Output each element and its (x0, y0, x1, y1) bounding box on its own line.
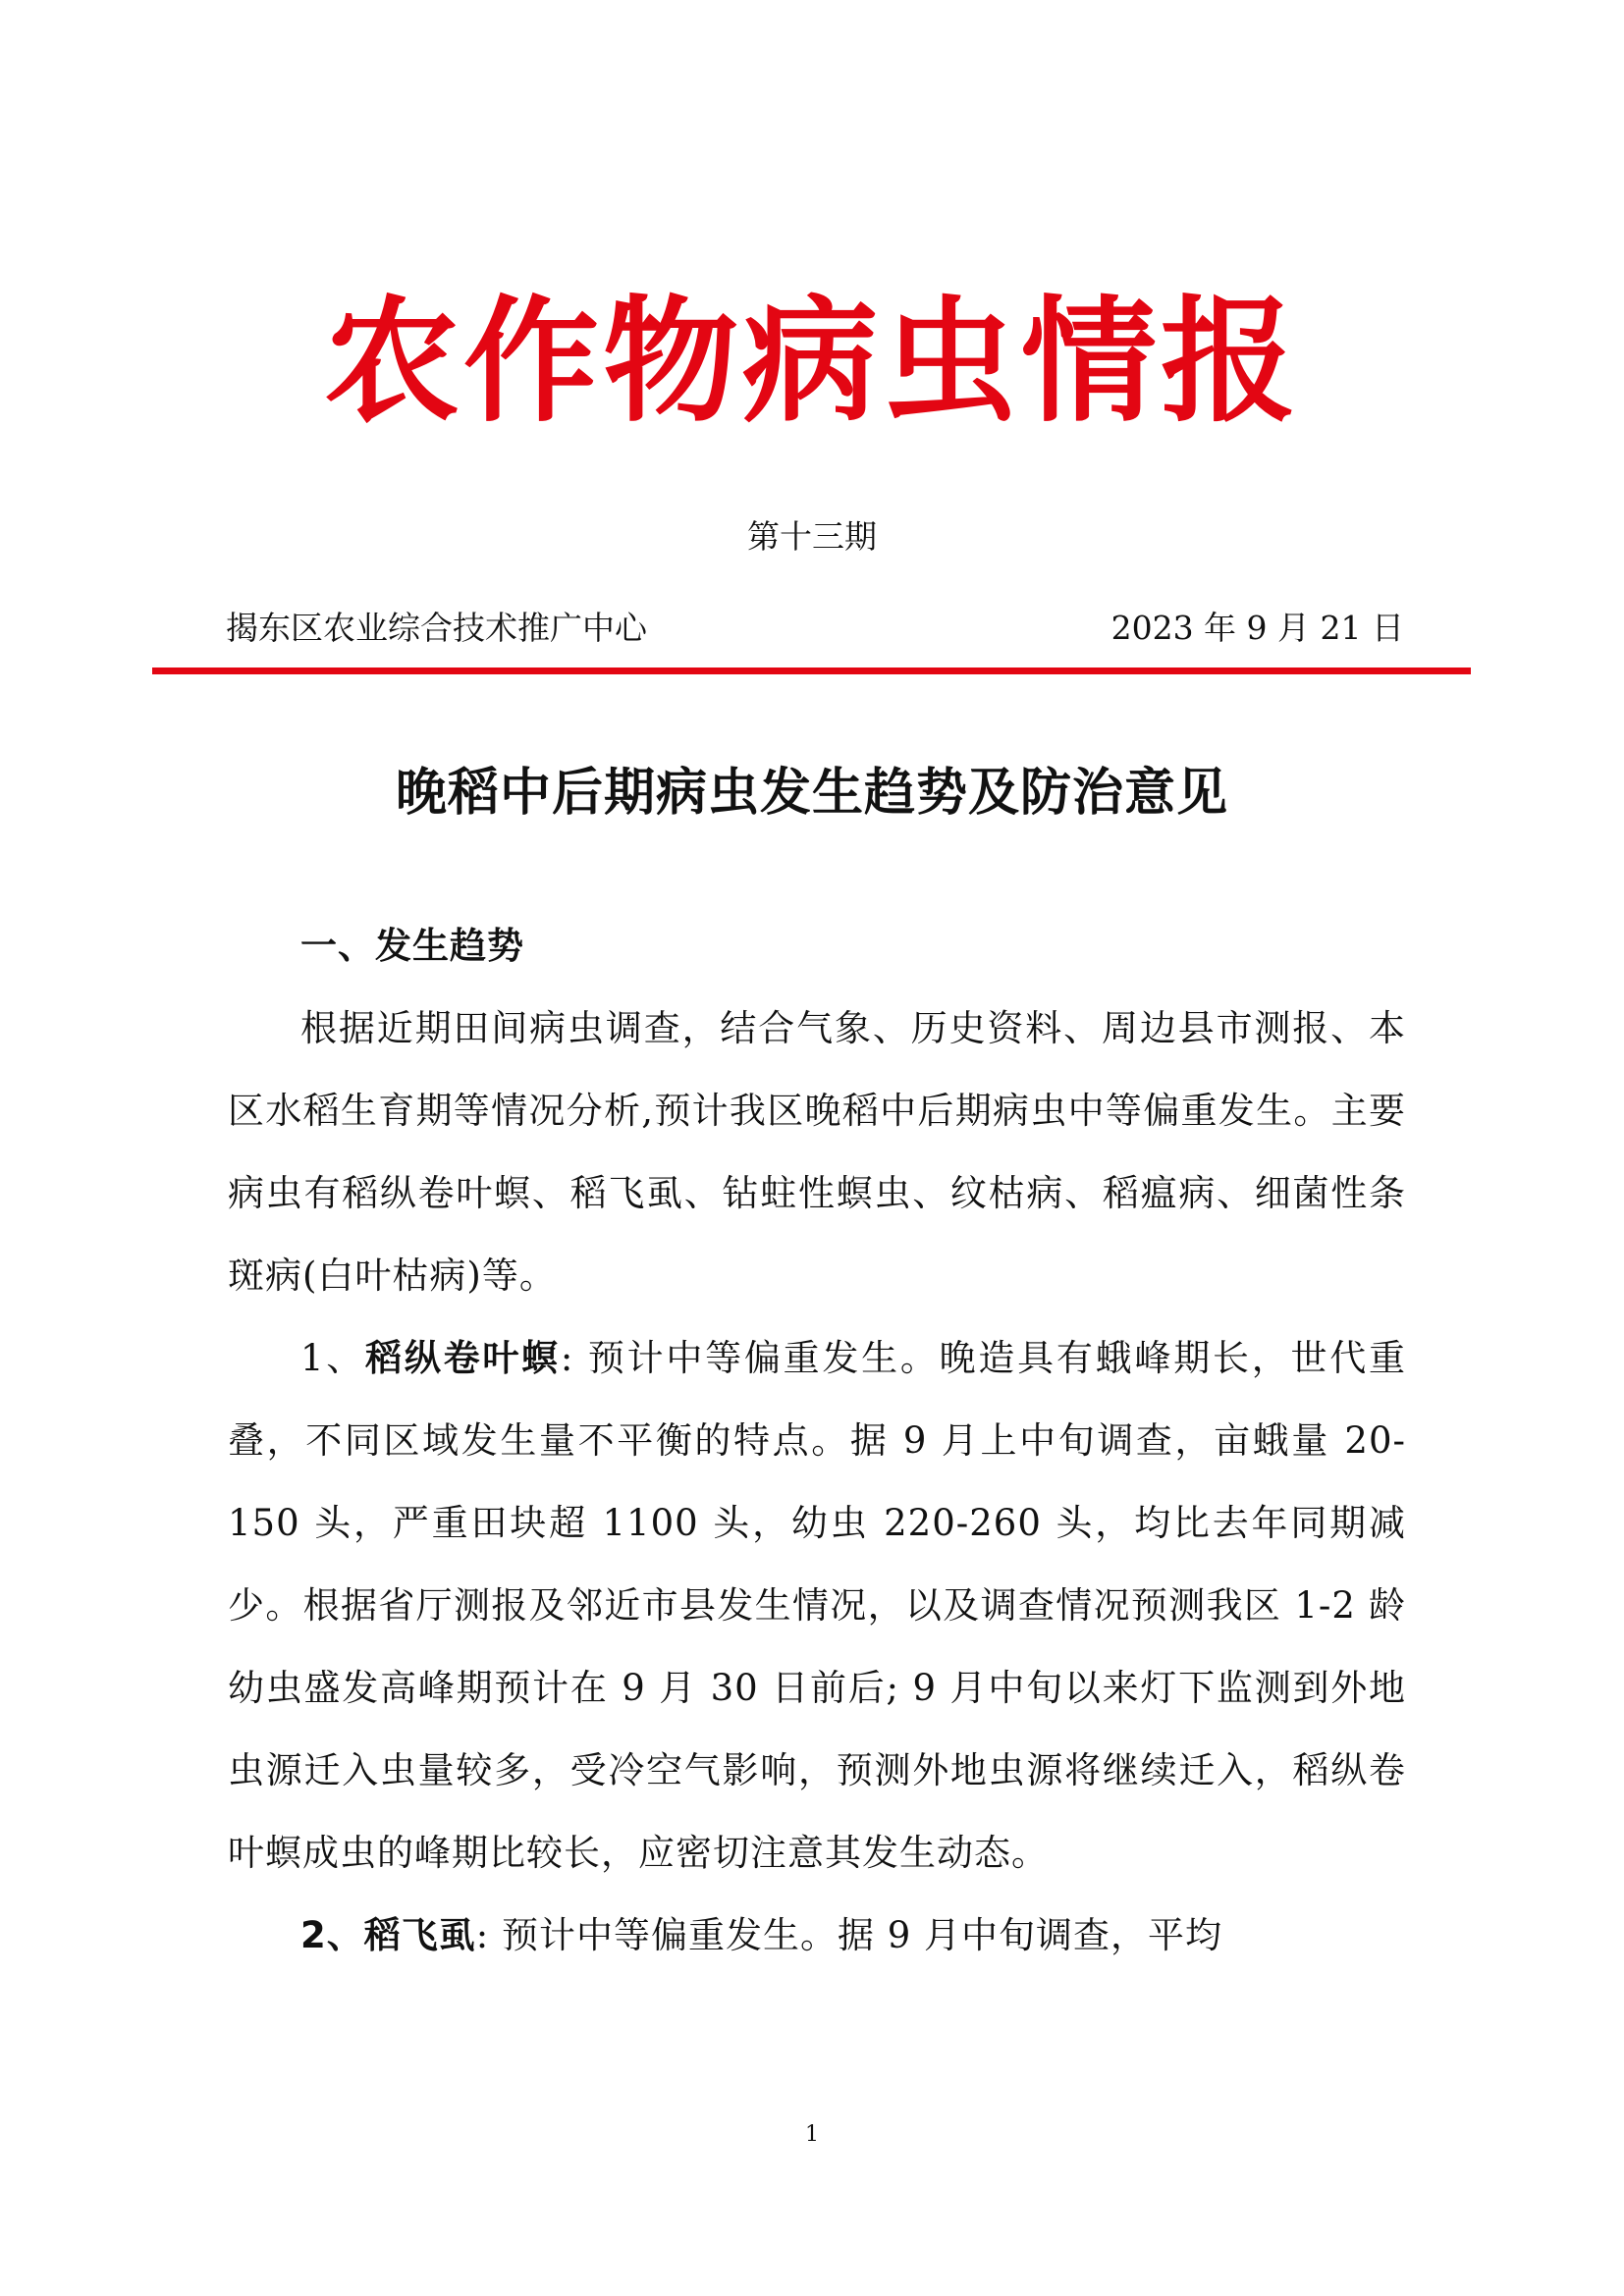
pest-name-planthopper: 稻飞虱 (363, 1914, 476, 1956)
pest-description-leaf-roller: : 预计中等偏重发生。晚造具有蛾峰期长，世代重叠，不同区域发生量不平衡的特点。据 9 月上中旬调查，亩蛾量 20-150 头，严重田块超 1100 头，幼虫 220-260 头，均比去年同期减少。根据省厅测报及邻近市县发生情况，以及调查情况预测我区 1-2 龄幼虫盛发高峰期预计在 9 月 30 日前后; 9 月中旬以来灯下监测到外地虫源迁入虫量较多，受冷空气影响，预测外地虫源将继续迁入，稻纵卷叶螟成虫的峰期比较长，应密切注意其发生动态。 (228, 1337, 1406, 1874)
bulletin-masthead: 农作物病虫情报 (323, 283, 1300, 441)
item-number-bold: 2、 (300, 1914, 364, 1956)
section-intro-paragraph: 根据近期田间病虫调查，结合气象、历史资料、周边县市测报、本区水稻生育期等情况分析,预计我区晚稻中后期病虫中等偏重发生。主要病虫有稻纵卷叶螟、稻飞虱、钻蛀性螟虫、纹枯病、稻瘟病、细菌性条斑病(白叶枯病)等。 (228, 1007, 1406, 1297)
pest-item-planthopper (228, 1895, 1406, 1977)
section-heading-trend: 一、发生趋势 (300, 925, 524, 967)
issuer-row (226, 607, 1404, 650)
issue-number: 第十三期 (747, 517, 877, 556)
document-body (228, 905, 1406, 1977)
document-title: 晚稻中后期病虫发生趋势及防治意见 (395, 764, 1228, 823)
issuing-organization: 揭东区农业综合技术推广中心 (226, 609, 647, 647)
page-number: 1 (805, 2122, 819, 2147)
pest-item-leaf-roller (228, 1317, 1406, 1895)
header-divider (152, 667, 1471, 674)
item-number: 1、 (300, 1337, 366, 1379)
pest-description-planthopper: : 预计中等偏重发生。据 9 月中旬调查，平均 (475, 1914, 1223, 1956)
pest-name-leaf-roller: 稻纵卷叶螟 (365, 1337, 561, 1379)
issue-date: 2023 年 9 月 21 日 (1110, 609, 1404, 647)
